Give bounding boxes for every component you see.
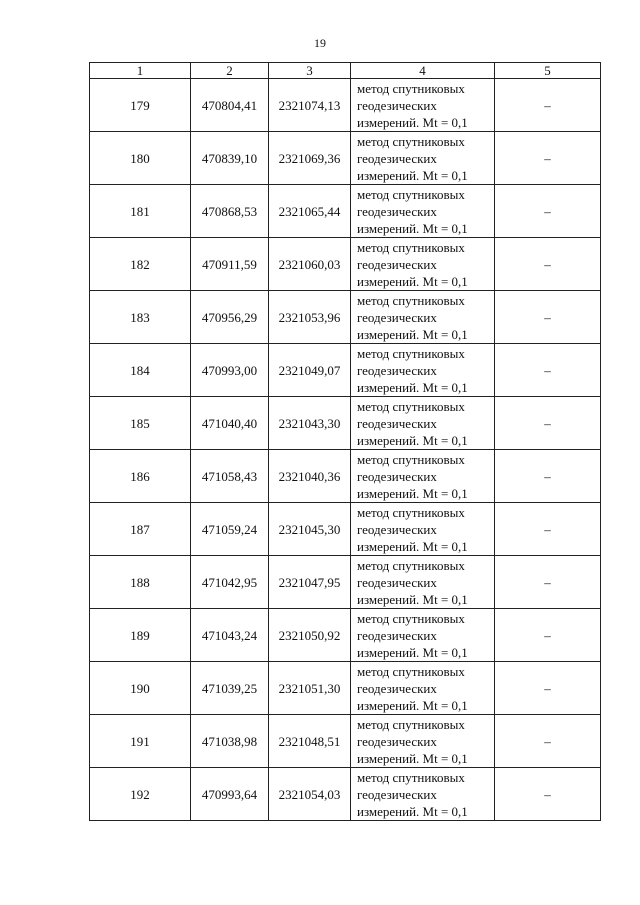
y-coordinate-cell: 2321049,07	[269, 344, 351, 397]
method-line-1: метод спутниковых	[357, 451, 465, 467]
table-row	[90, 397, 601, 450]
table-row	[90, 450, 601, 503]
y-coordinate-cell: 2321069,36	[269, 132, 351, 185]
method-cell	[351, 715, 495, 768]
y-coordinate-cell: 2321074,13	[269, 79, 351, 132]
note-cell: –	[495, 662, 601, 715]
method-cell	[351, 662, 495, 715]
point-number-cell: 188	[90, 556, 191, 609]
x-coordinate-cell: 471039,25	[191, 662, 269, 715]
header-cell-3: 3	[269, 63, 351, 79]
table-row	[90, 79, 601, 132]
point-number-cell: 180	[90, 132, 191, 185]
point-number-cell: 182	[90, 238, 191, 291]
point-number-cell: 185	[90, 397, 191, 450]
method-line-2: геодезических	[357, 362, 437, 378]
point-number-cell: 190	[90, 662, 191, 715]
method-line-1: метод спутниковых	[357, 186, 465, 202]
method-line-1: метод спутниковых	[357, 557, 465, 573]
method-line-3: измерений. Mt = 0,1	[357, 538, 468, 554]
method-line-1: метод спутниковых	[357, 716, 465, 732]
y-coordinate-cell: 2321065,44	[269, 185, 351, 238]
table-row	[90, 185, 601, 238]
table-row	[90, 238, 601, 291]
method-line-1: метод спутниковых	[357, 398, 465, 414]
y-coordinate-cell: 2321040,36	[269, 450, 351, 503]
method-line-1: метод спутниковых	[357, 80, 465, 96]
note-cell: –	[495, 503, 601, 556]
note-cell: –	[495, 79, 601, 132]
method-line-2: геодезических	[357, 468, 437, 484]
method-line-3: измерений. Mt = 0,1	[357, 167, 468, 183]
method-line-3: измерений. Mt = 0,1	[357, 485, 468, 501]
header-cell-4: 4	[351, 63, 495, 79]
method-line-3: измерений. Mt = 0,1	[357, 750, 468, 766]
point-number-cell: 187	[90, 503, 191, 556]
point-number-cell: 183	[90, 291, 191, 344]
table-row	[90, 556, 601, 609]
method-cell	[351, 238, 495, 291]
x-coordinate-cell: 470993,00	[191, 344, 269, 397]
note-cell: –	[495, 715, 601, 768]
method-line-2: геодезических	[357, 521, 437, 537]
method-line-3: измерений. Mt = 0,1	[357, 697, 468, 713]
method-cell	[351, 609, 495, 662]
page-number: 19	[314, 36, 326, 50]
table-row	[90, 344, 601, 397]
method-cell	[351, 768, 495, 821]
note-cell: –	[495, 556, 601, 609]
table-row	[90, 715, 601, 768]
table-row	[90, 609, 601, 662]
method-line-3: измерений. Mt = 0,1	[357, 273, 468, 289]
x-coordinate-cell: 470956,29	[191, 291, 269, 344]
method-line-1: метод спутниковых	[357, 292, 465, 308]
method-line-3: измерений. Mt = 0,1	[357, 591, 468, 607]
method-line-3: измерений. Mt = 0,1	[357, 432, 468, 448]
method-line-2: геодезических	[357, 627, 437, 643]
y-coordinate-cell: 2321060,03	[269, 238, 351, 291]
x-coordinate-cell: 470839,10	[191, 132, 269, 185]
x-coordinate-cell: 470804,41	[191, 79, 269, 132]
method-cell	[351, 397, 495, 450]
method-line-2: геодезических	[357, 309, 437, 325]
method-cell	[351, 503, 495, 556]
x-coordinate-cell: 471038,98	[191, 715, 269, 768]
x-coordinate-cell: 471040,40	[191, 397, 269, 450]
method-cell	[351, 79, 495, 132]
table-row	[90, 291, 601, 344]
method-line-2: геодезических	[357, 680, 437, 696]
header-cell-1: 1	[90, 63, 191, 79]
point-number-cell: 184	[90, 344, 191, 397]
method-cell	[351, 344, 495, 397]
x-coordinate-cell: 471059,24	[191, 503, 269, 556]
point-number-cell: 181	[90, 185, 191, 238]
y-coordinate-cell: 2321045,30	[269, 503, 351, 556]
y-coordinate-cell: 2321051,30	[269, 662, 351, 715]
method-line-3: измерений. Mt = 0,1	[357, 803, 468, 819]
method-line-1: метод спутниковых	[357, 769, 465, 785]
x-coordinate-cell: 470868,53	[191, 185, 269, 238]
table-row	[90, 768, 601, 821]
method-line-3: измерений. Mt = 0,1	[357, 644, 468, 660]
method-line-1: метод спутниковых	[357, 345, 465, 361]
note-cell: –	[495, 344, 601, 397]
method-line-1: метод спутниковых	[357, 610, 465, 626]
table-header-row	[90, 63, 601, 79]
note-cell: –	[495, 450, 601, 503]
method-line-1: метод спутниковых	[357, 239, 465, 255]
method-line-2: геодезических	[357, 733, 437, 749]
x-coordinate-cell: 470993,64	[191, 768, 269, 821]
x-coordinate-cell: 471043,24	[191, 609, 269, 662]
y-coordinate-cell: 2321054,03	[269, 768, 351, 821]
note-cell: –	[495, 768, 601, 821]
header-cell-2: 2	[191, 63, 269, 79]
method-line-3: измерений. Mt = 0,1	[357, 220, 468, 236]
method-line-3: измерений. Mt = 0,1	[357, 114, 468, 130]
y-coordinate-cell: 2321043,30	[269, 397, 351, 450]
method-line-2: геодезических	[357, 786, 437, 802]
method-line-1: метод спутниковых	[357, 663, 465, 679]
table-body	[90, 63, 601, 821]
y-coordinate-cell: 2321048,51	[269, 715, 351, 768]
coordinates-table	[89, 62, 601, 821]
header-cell-5: 5	[495, 63, 601, 79]
method-cell	[351, 556, 495, 609]
note-cell: –	[495, 185, 601, 238]
method-line-2: геодезических	[357, 203, 437, 219]
y-coordinate-cell: 2321053,96	[269, 291, 351, 344]
method-line-2: геодезических	[357, 97, 437, 113]
method-line-2: геодезических	[357, 415, 437, 431]
method-line-1: метод спутниковых	[357, 504, 465, 520]
note-cell: –	[495, 291, 601, 344]
method-line-2: геодезических	[357, 150, 437, 166]
x-coordinate-cell: 471058,43	[191, 450, 269, 503]
method-cell	[351, 132, 495, 185]
point-number-cell: 192	[90, 768, 191, 821]
method-cell	[351, 291, 495, 344]
note-cell: –	[495, 132, 601, 185]
method-line-1: метод спутниковых	[357, 133, 465, 149]
method-line-2: геодезических	[357, 574, 437, 590]
table-row	[90, 503, 601, 556]
point-number-cell: 191	[90, 715, 191, 768]
x-coordinate-cell: 471042,95	[191, 556, 269, 609]
method-cell	[351, 185, 495, 238]
method-cell	[351, 450, 495, 503]
note-cell: –	[495, 609, 601, 662]
point-number-cell: 189	[90, 609, 191, 662]
point-number-cell: 179	[90, 79, 191, 132]
note-cell: –	[495, 397, 601, 450]
note-cell: –	[495, 238, 601, 291]
table-row	[90, 132, 601, 185]
table-row	[90, 662, 601, 715]
y-coordinate-cell: 2321047,95	[269, 556, 351, 609]
method-line-2: геодезических	[357, 256, 437, 272]
method-line-3: измерений. Mt = 0,1	[357, 379, 468, 395]
x-coordinate-cell: 470911,59	[191, 238, 269, 291]
y-coordinate-cell: 2321050,92	[269, 609, 351, 662]
point-number-cell: 186	[90, 450, 191, 503]
method-line-3: измерений. Mt = 0,1	[357, 326, 468, 342]
